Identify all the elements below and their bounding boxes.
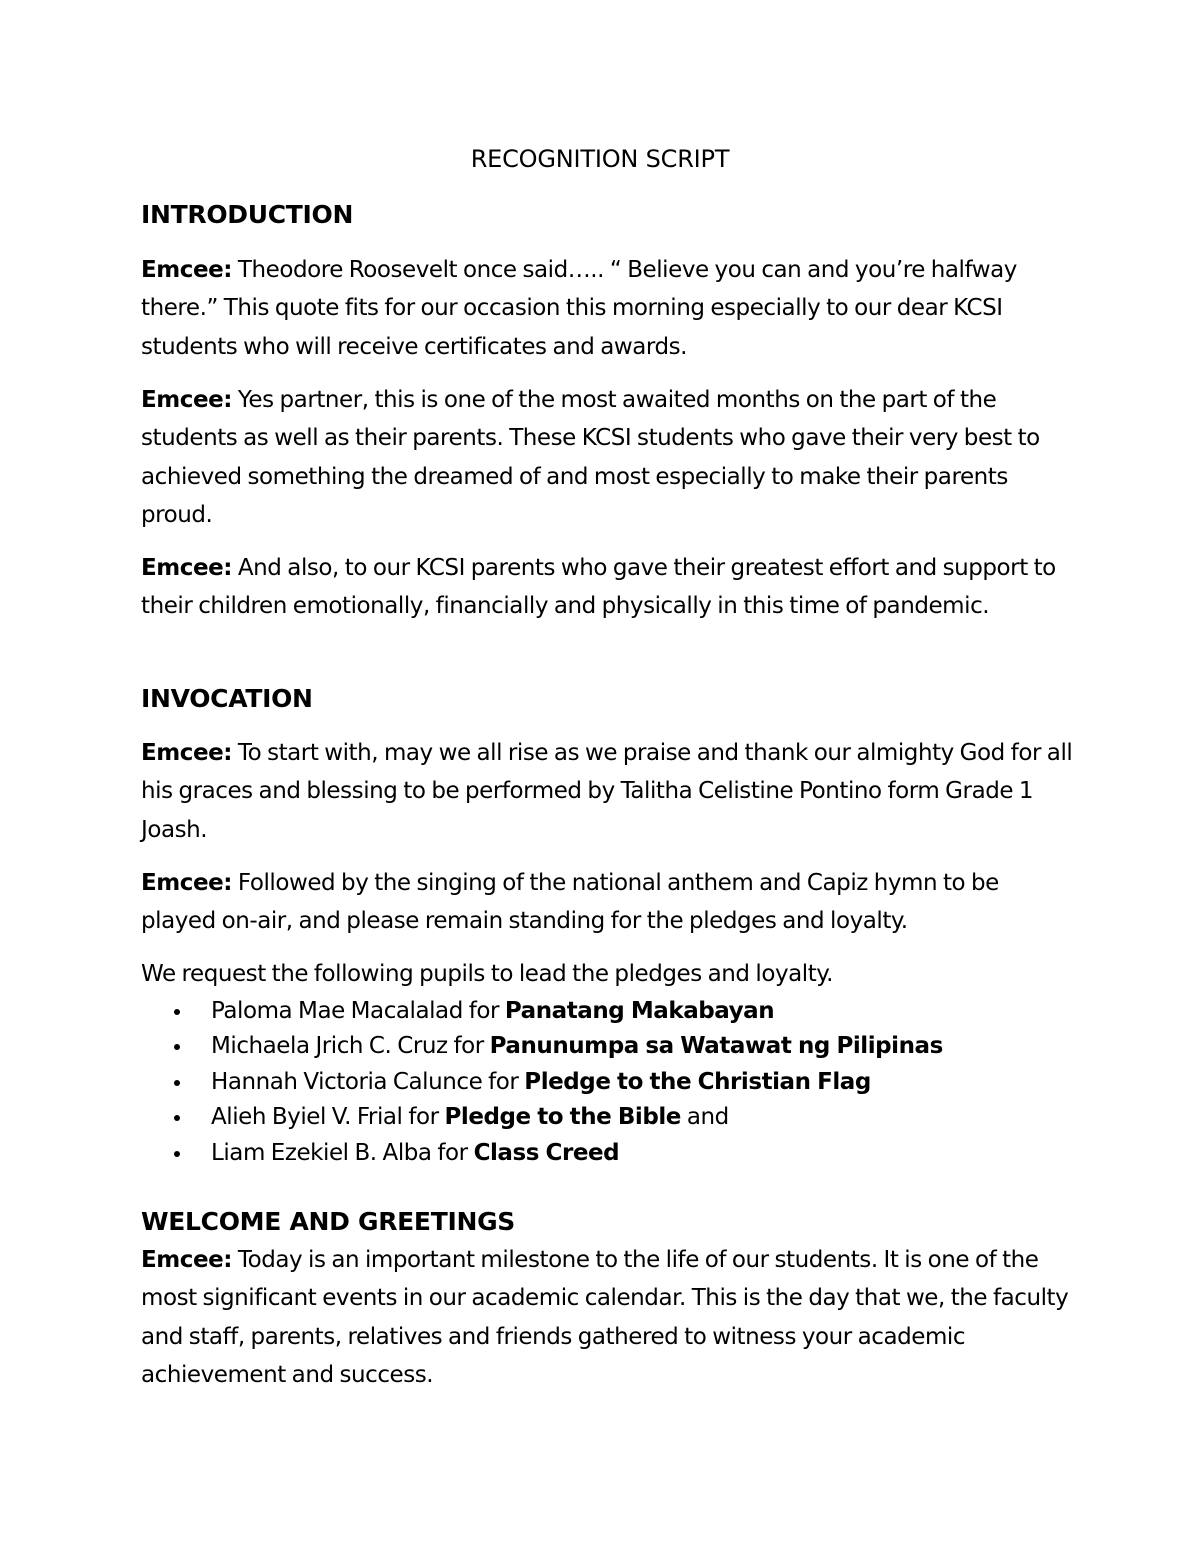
request-line: We request the following pupils to lead the pledges and loyalty. <box>141 961 834 987</box>
emcee-text: Today is an important milestone to the life of our students. It is one of the most significant events in our academic calendar. This is the day that we, the faculty and staff, parents, relatives and friends gathered to witness your academic achievement and success. <box>141 1247 1069 1389</box>
section-heading-invocation: INVOCATION <box>141 684 313 713</box>
pupil-name: Liam Ezekiel B. Alba for <box>211 1139 468 1166</box>
emcee-text: Yes partner, this is one of the most awaited months on the part of the students as well as their parents. These KCSI students who gave their very best to achieved something the dreamed of and most especially to make their parents proud. <box>141 387 1040 529</box>
list-item <box>141 1029 943 1064</box>
emcee-text: Followed by the singing of the national anthem and Capiz hymn to be played on-air, and please remain standing for the pledges and loyalty. <box>141 870 999 935</box>
list-item <box>141 1065 943 1100</box>
bullet-icon <box>174 1044 180 1050</box>
speaker-label: Emcee: <box>141 387 233 413</box>
speaker-label: Emcee: <box>141 1247 233 1273</box>
emcee-line <box>141 864 1076 941</box>
emcee-line <box>141 381 1076 535</box>
section-heading-introduction: INTRODUCTION <box>141 200 354 229</box>
emcee-text: Theodore Roosevelt once said….. “ Believe you can and you’re halfway there.” This quote fits for our occasion this morning especially to our dear KCSI students who will receive certificates and awards. <box>141 257 1017 360</box>
pledge-title: Panatang Makabayan <box>504 998 775 1024</box>
section-heading-welcome: WELCOME AND GREETINGS <box>141 1207 515 1236</box>
emcee-text: To start with, may we all rise as we praise and thank our almighty God for all his graces and blessing to be performed by Talitha Celistine Pontino form Grade 1 Joash. <box>141 740 1073 843</box>
emcee-line <box>141 251 1076 366</box>
pledge-title: Class Creed <box>473 1139 620 1166</box>
pupil-name: Michaela Jrich C. Cruz for <box>211 1033 484 1060</box>
emcee-line <box>141 734 1076 849</box>
pledge-title: Panunumpa sa Watawat ng Pilipinas <box>489 1033 943 1060</box>
speaker-label: Emcee: <box>141 257 233 283</box>
bullet-icon <box>174 1151 180 1157</box>
list-item <box>141 994 943 1029</box>
pledge-title: Pledge to the Bible <box>444 1104 681 1131</box>
emcee-text: And also, to our KCSI parents who gave their greatest effort and support to their children emotionally, financially and physically in this time of pandemic. <box>141 555 1056 620</box>
document-title: RECOGNITION SCRIPT <box>470 145 730 173</box>
pupil-name: Paloma Mae Macalalad for <box>211 998 499 1024</box>
emcee-line <box>141 1241 1076 1395</box>
bullet-icon <box>174 1115 180 1121</box>
bullet-icon <box>174 1009 180 1015</box>
speaker-label: Emcee: <box>141 740 233 766</box>
emcee-line <box>141 549 1076 626</box>
speaker-label: Emcee: <box>141 870 233 896</box>
pledge-title: Pledge to the Christian Flag <box>524 1068 871 1095</box>
list-item <box>141 1100 943 1135</box>
pupil-name: Alieh Byiel V. Frial for <box>211 1104 439 1131</box>
list-item <box>141 1136 943 1171</box>
list-suffix: and <box>680 1104 729 1131</box>
speaker-label: Emcee: <box>141 555 233 581</box>
bullet-icon <box>174 1080 180 1086</box>
pupil-name: Hannah Victoria Calunce for <box>211 1068 519 1095</box>
pledge-leader-list <box>141 994 943 1171</box>
